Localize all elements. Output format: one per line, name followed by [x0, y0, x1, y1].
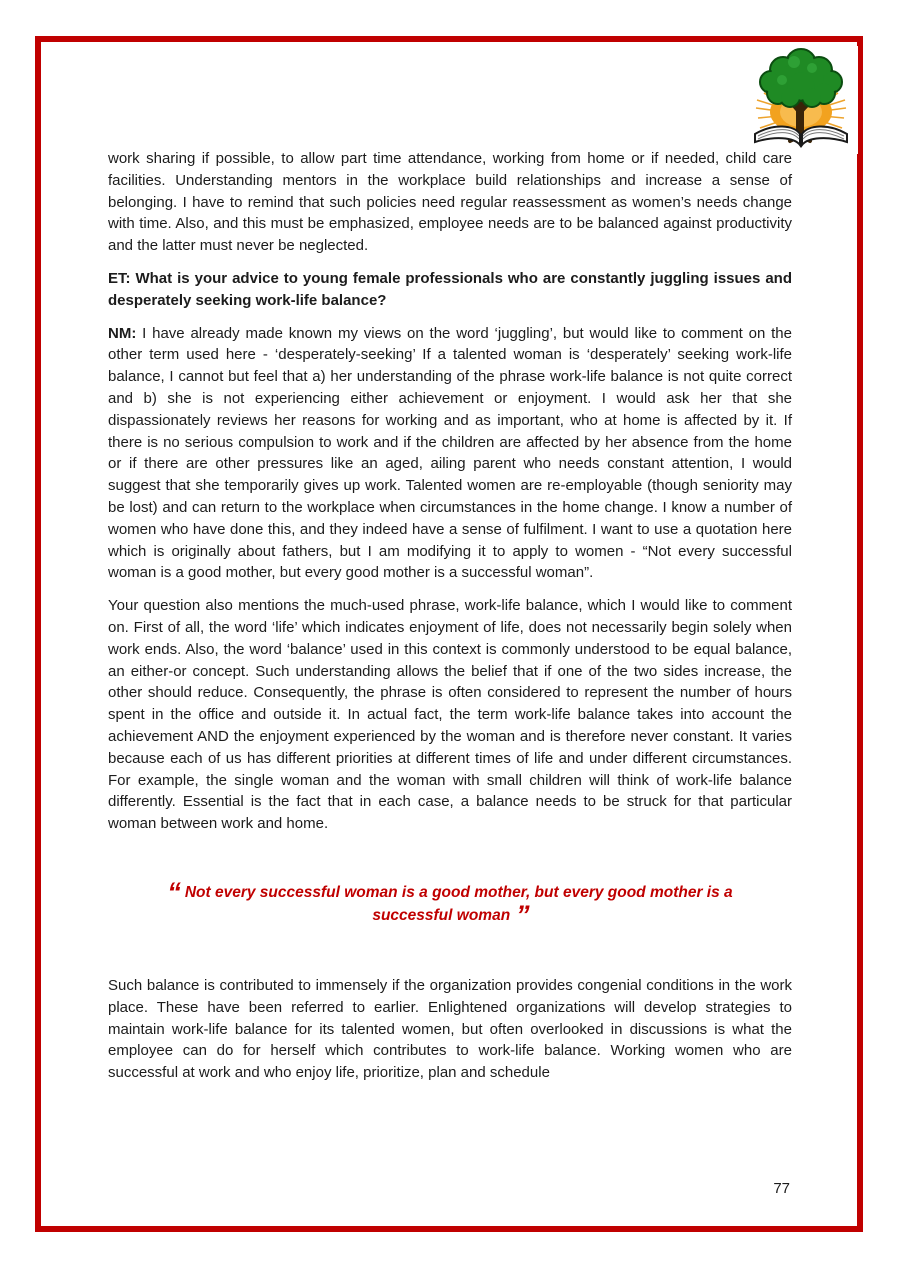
question-text: What is your advice to young female professionals who are constantly juggling issues and desperately seeking work-life balance? [108, 269, 792, 309]
article-body [108, 148, 792, 1095]
question-speaker-label: ET: [108, 269, 131, 287]
open-quote-icon: “ [167, 876, 179, 907]
tree-over-open-book-logo [744, 46, 858, 154]
paragraph-final: Such balance is contributed to immensely if the organization provides congenial conditions in the work place. These have been referred to earlier. Enlightened organizations will develop strategies to maintain work-life balance for its talented women, but often overlooked in discussions is what the employee can do for herself which contributes to work-life balance. Working women who are successful at work and who enjoy life, prioritize, plan and schedule [108, 976, 792, 1082]
answer-text: I have already made known my views on the word ‘juggling’, but would like to comment on the other term used here - ‘desperately-seeking’ If a talented woman is ‘desperately’ seeking work-life balance, I cannot but feel that a) her understanding of the phrase work-life balance is not quite correct and b) she is not experiencing either achievement or enjoyment. I would ask her that she dispassionately reviews her reasons for working and as important, who at home is affected by it. If there is no serious compulsion to work and if the children are affected by her absence from the home or if there are other pressures like an aged, ailing parent who needs constant attention, I would suggest that she temporarily gives up work. Talented women are re-employable (though seniority may be lost) and can return to the workplace when circumstances in the home change. I know a number of women who have done this, and they indeed have a sense of fulfilment. I want to use a quotation here which is originally about fathers, but I am modifying it to apply to women - “Not every successful woman is a good mother, but every good mother is a successful woman”. [108, 324, 792, 582]
close-quote-icon: ” [516, 899, 528, 930]
paragraph-balance: Your question also mentions the much-used phrase, work-life balance, which I would like to comment on. First of all, the word ‘life’ which indicates enjoyment of life, does not necessarily begin solely when work ends. Also, the word ‘balance’ used in this context is commonly understood to be equal balance, an either-or concept. Such understanding allows the belief that if one of the two sides increase, the other should reduce. Consequently, the phrase is often considered to represent the number of hours spent in the office and outside it. In actual fact, the term work-life balance takes into account the achievement AND the enjoyment experienced by the woman and is therefore never constant. It varies because each of us has different priorities at different times of life and under different circumstances. For example, the single woman and the woman with small children will think of work-life balance differently. Essential is the fact that in each case, a balance needs to be struck for that particular woman between work and home. [108, 597, 792, 833]
pull-quote [140, 876, 760, 930]
logo-graphic [744, 46, 858, 154]
interview-question [108, 268, 792, 312]
pull-quote-text: Not every successful woman is a good mother, but every good mother is a successful woman [184, 883, 733, 924]
answer-speaker-label: NM: [108, 324, 137, 342]
page-number: 77 [773, 1180, 790, 1197]
paragraph-intro: work sharing if possible, to allow part time attendance, working from home or if needed, child care facilities. Understanding mentors in the workplace build relationships and increase a sense of belonging. I have to remind that such policies need regular reassessment as women’s needs change with time. Also, and this must be emphasized, employee needs are to be balanced against productivity and the latter must never be neglected. [108, 150, 792, 255]
interview-answer [108, 323, 792, 585]
